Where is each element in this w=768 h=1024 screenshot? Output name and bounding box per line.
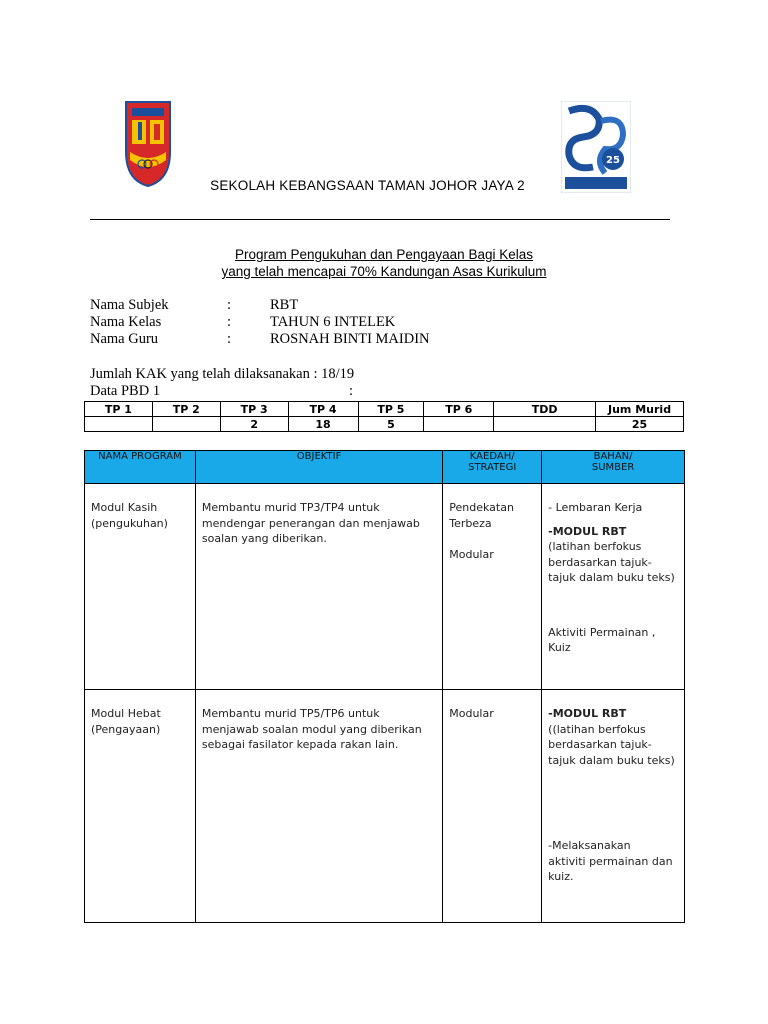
program-title-line1: Program Pengukuhan dan Pengayaan Bagi Kelas xyxy=(235,247,533,262)
objektif-cell: Membantu murid TP3/TP4 untuk mendengar penerangan dan menjawab soalan yang diberikan. xyxy=(195,484,442,690)
school-crest-logo xyxy=(90,94,206,190)
bahan-cell: - Lembaran Kerja -MODUL RBT (latihan berfokus berdasarkan tajuk- tajuk dalam buku teks) Aktiviti Permainan , Kuiz xyxy=(542,484,685,690)
data-pbd-label: Data PBD 1 xyxy=(90,383,161,399)
program-title-line2: yang telah mencapai 70% Kandungan Asas Kurikulum xyxy=(221,264,547,279)
tp-header: TP 3 xyxy=(220,402,288,417)
kaedah-cell: Pendekatan Terbeza Modular xyxy=(443,484,542,690)
info-label-class: Nama Kelas xyxy=(90,314,162,330)
tp-value: 25 xyxy=(596,417,684,432)
tp-header: TP 6 xyxy=(424,402,494,417)
tp-table xyxy=(84,401,684,432)
tp-header: Jum Murid xyxy=(596,402,684,417)
tp-header: TP 1 xyxy=(85,402,153,417)
kaedah-cell: Modular xyxy=(443,690,542,923)
program-table-header xyxy=(85,451,685,484)
svg-text:25: 25 xyxy=(606,155,620,166)
info-label-subject: Nama Subjek xyxy=(90,297,169,313)
data-pbd-colon: : xyxy=(349,383,354,399)
bahan-cell: -MODUL RBT ((latihan berfokus berdasarkan tajuk- tajuk dalam buku teks) -Melaksanakan aktiviti permainan dan kuiz. xyxy=(542,690,685,923)
tp-value xyxy=(424,417,494,432)
header-nama-program: NAMA PROGRAM xyxy=(85,451,196,484)
info-value-class: TAHUN 6 INTELEK xyxy=(270,314,396,330)
tp-header-row xyxy=(85,402,684,417)
table-row xyxy=(85,484,685,690)
info-colon: : xyxy=(227,297,232,313)
info-colon: : xyxy=(227,331,232,347)
info-label-teacher: Nama Guru xyxy=(90,331,159,347)
tp-header: TP 5 xyxy=(358,402,424,417)
tp-value: 2 xyxy=(220,417,288,432)
objektif-cell: Membantu murid TP5/TP6 untuk menjawab soalan modul yang diberikan sebagai fasilator kepada rakan lain. xyxy=(195,690,442,923)
table-row xyxy=(85,690,685,923)
tp-value-row xyxy=(85,417,684,432)
info-value-teacher: ROSNAH BINTI MAIDIN xyxy=(270,331,430,347)
tp-header: TP 4 xyxy=(288,402,358,417)
tp-header: TDD xyxy=(494,402,596,417)
info-colon: : xyxy=(227,314,232,330)
tp-value: 18 xyxy=(288,417,358,432)
program-table xyxy=(84,450,685,923)
jumlah-kak: Jumlah KAK yang telah dilaksanakan : 18/19 xyxy=(90,366,355,382)
tp-value xyxy=(152,417,220,432)
school-name: SEKOLAH KEBANGSAAN TAMAN JOHOR JAYA 2 xyxy=(210,178,525,193)
tp-value xyxy=(85,417,153,432)
program-cell: Modul Hebat (Pengayaan) xyxy=(85,690,196,923)
header-objektif: OBJEKTIF xyxy=(195,451,442,484)
divider-line xyxy=(90,219,670,220)
header-bahan: BAHAN/ SUMBER xyxy=(542,451,685,484)
info-value-subject: RBT xyxy=(270,297,299,313)
program-cell: Modul Kasih (pengukuhan) xyxy=(85,484,196,690)
tp-value xyxy=(494,417,596,432)
header-kaedah: KAEDAH/ STRATEGI xyxy=(443,451,542,484)
tp-value: 5 xyxy=(358,417,424,432)
tp-header: TP 2 xyxy=(152,402,220,417)
